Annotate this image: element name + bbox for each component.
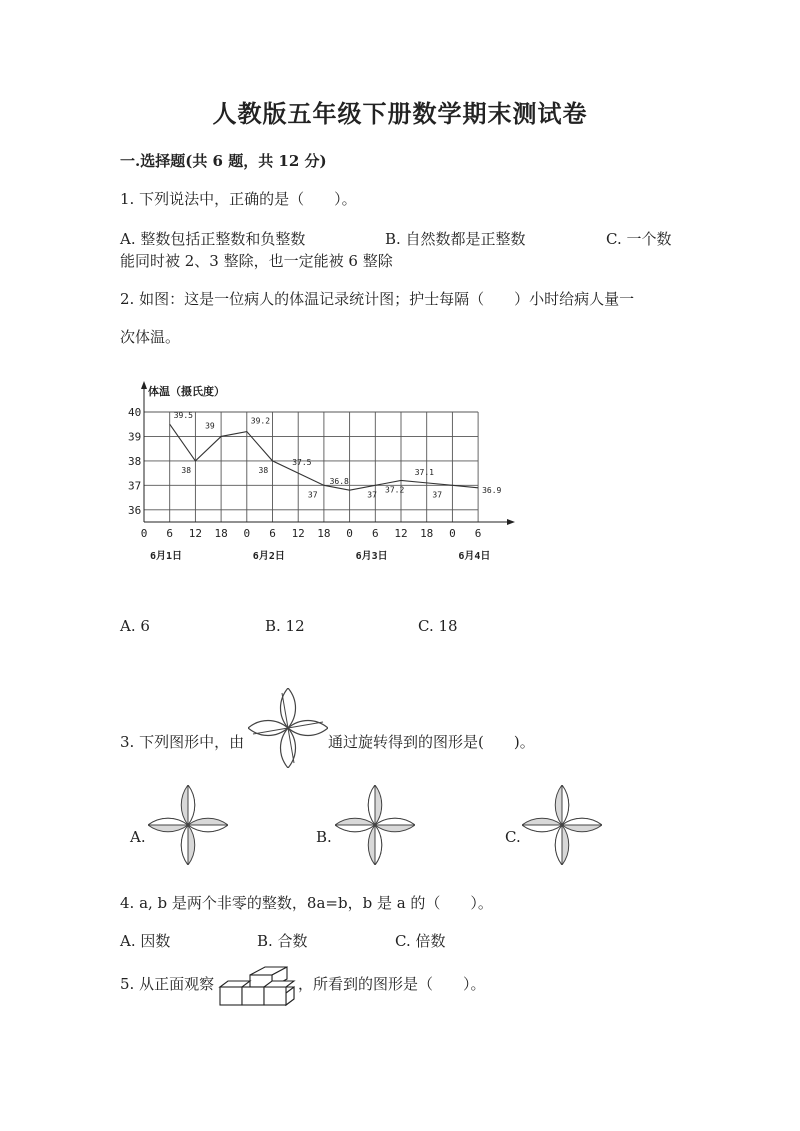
question-4-option-a: A. 因数 xyxy=(120,932,171,950)
flower-a-petals xyxy=(148,785,228,865)
point-label: 37.1 xyxy=(414,467,434,477)
question-2-stem-line2: 次体温。 xyxy=(120,328,181,346)
section-heading: 一.选择题(共 6 题，共 12 分) xyxy=(120,152,327,170)
question-2-stem-line1: 2. 如图：这是一位病人的体温记录统计图；护士每隔（ ）小时给病人量一 xyxy=(120,290,635,308)
point-label: 38 xyxy=(258,465,269,475)
chart-axes xyxy=(141,381,515,525)
point-label: 37 xyxy=(367,490,377,500)
y-axis-arrow xyxy=(141,381,147,389)
x-tick-label: 6 xyxy=(371,527,379,540)
day-label: 6月3日 xyxy=(355,551,388,562)
y-tick-label: 37 xyxy=(128,479,142,493)
flower-c-petals xyxy=(522,785,602,865)
x-tick-label: 18 xyxy=(420,527,434,540)
x-tick-label: 0 xyxy=(449,527,456,540)
question-3-option-b: B. xyxy=(316,828,332,846)
point-label: 36.9 xyxy=(482,485,502,495)
day-label: 6月2日 xyxy=(252,551,285,562)
x-axis-arrow xyxy=(507,519,515,525)
question-4-option-c: C. 倍数 xyxy=(395,932,446,950)
chart-series xyxy=(170,411,502,499)
question-1-option-c-continued: 能同时被 2、3 整除，也一定能被 6 整除 xyxy=(120,252,393,270)
question-1-option-b: B. 自然数都是正整数 xyxy=(385,230,526,248)
temperature-chart xyxy=(120,372,520,572)
x-tick-label: 0 xyxy=(140,527,148,540)
y-tick-label: 39 xyxy=(128,430,142,444)
x-tick-label: 18 xyxy=(317,527,331,540)
question-1-option-a: A. 整数包括正整数和负整数 xyxy=(120,230,306,248)
x-tick-label: 18 xyxy=(214,527,228,540)
question-4-option-b: B. 合数 xyxy=(257,932,308,950)
chart-y-axis-label: 体温（摄氏度） xyxy=(148,385,225,398)
flower-b-petals xyxy=(335,785,415,865)
point-label: 37 xyxy=(307,490,318,500)
x-tick-label: 12 xyxy=(188,527,203,540)
y-tick-label: 36 xyxy=(128,503,142,517)
x-tick-label: 12 xyxy=(394,527,408,540)
question-2-option-a: A. 6 xyxy=(120,617,150,635)
point-label: 39 xyxy=(205,421,215,431)
point-label: 37.5 xyxy=(292,458,312,468)
point-label: 39.2 xyxy=(250,416,271,426)
option-a-flower-figure xyxy=(148,785,228,865)
question-3-stem-before: 3. 下列图形中，由 xyxy=(120,733,245,751)
flower-petals xyxy=(248,688,328,768)
question-2-option-c: C. 18 xyxy=(418,617,458,635)
question-2-option-b: B. 12 xyxy=(265,617,305,635)
reference-flower-figure xyxy=(248,688,328,768)
question-5-stem-after: ，所看到的图形是（ ）。 xyxy=(298,975,486,993)
x-tick-label: 6 xyxy=(269,527,276,540)
page-title: 人教版五年级下册数学期末测试卷 xyxy=(212,99,588,128)
question-4-stem: 4. a, b 是两个非零的整数，8a=b，b 是 a 的（ ）。 xyxy=(120,894,493,912)
point-label: 36.8 xyxy=(329,477,349,487)
x-tick-label: 0 xyxy=(346,527,353,540)
point-label: 38 xyxy=(181,465,192,475)
option-b-flower-figure xyxy=(335,785,415,865)
question-1-stem: 1. 下列说法中，正确的是（ ）。 xyxy=(120,190,357,208)
x-tick-label: 6 xyxy=(474,527,482,540)
x-tick-label: 12 xyxy=(291,527,305,540)
point-label: 37 xyxy=(432,490,443,500)
day-label: 6月1日 xyxy=(150,551,183,562)
question-5-stem-before: 5. 从正面观察 xyxy=(120,975,215,993)
point-label: 39.5 xyxy=(173,411,193,421)
cube-stack-figure xyxy=(216,966,296,1008)
question-3-option-a: A. xyxy=(130,828,146,846)
question-1-option-c: C. 一个数 xyxy=(606,230,672,248)
option-c-flower-figure xyxy=(522,785,602,865)
x-tick-label: 6 xyxy=(166,527,174,540)
y-tick-label: 38 xyxy=(128,454,142,468)
y-tick-label: 40 xyxy=(128,406,142,419)
point-label: 37.2 xyxy=(385,485,405,495)
question-3-stem-after: 通过旋转得到的图形是( )。 xyxy=(328,733,535,751)
day-label: 6月4日 xyxy=(458,551,491,562)
question-3-option-c: C. xyxy=(505,828,521,846)
x-tick-label: 0 xyxy=(243,527,251,540)
